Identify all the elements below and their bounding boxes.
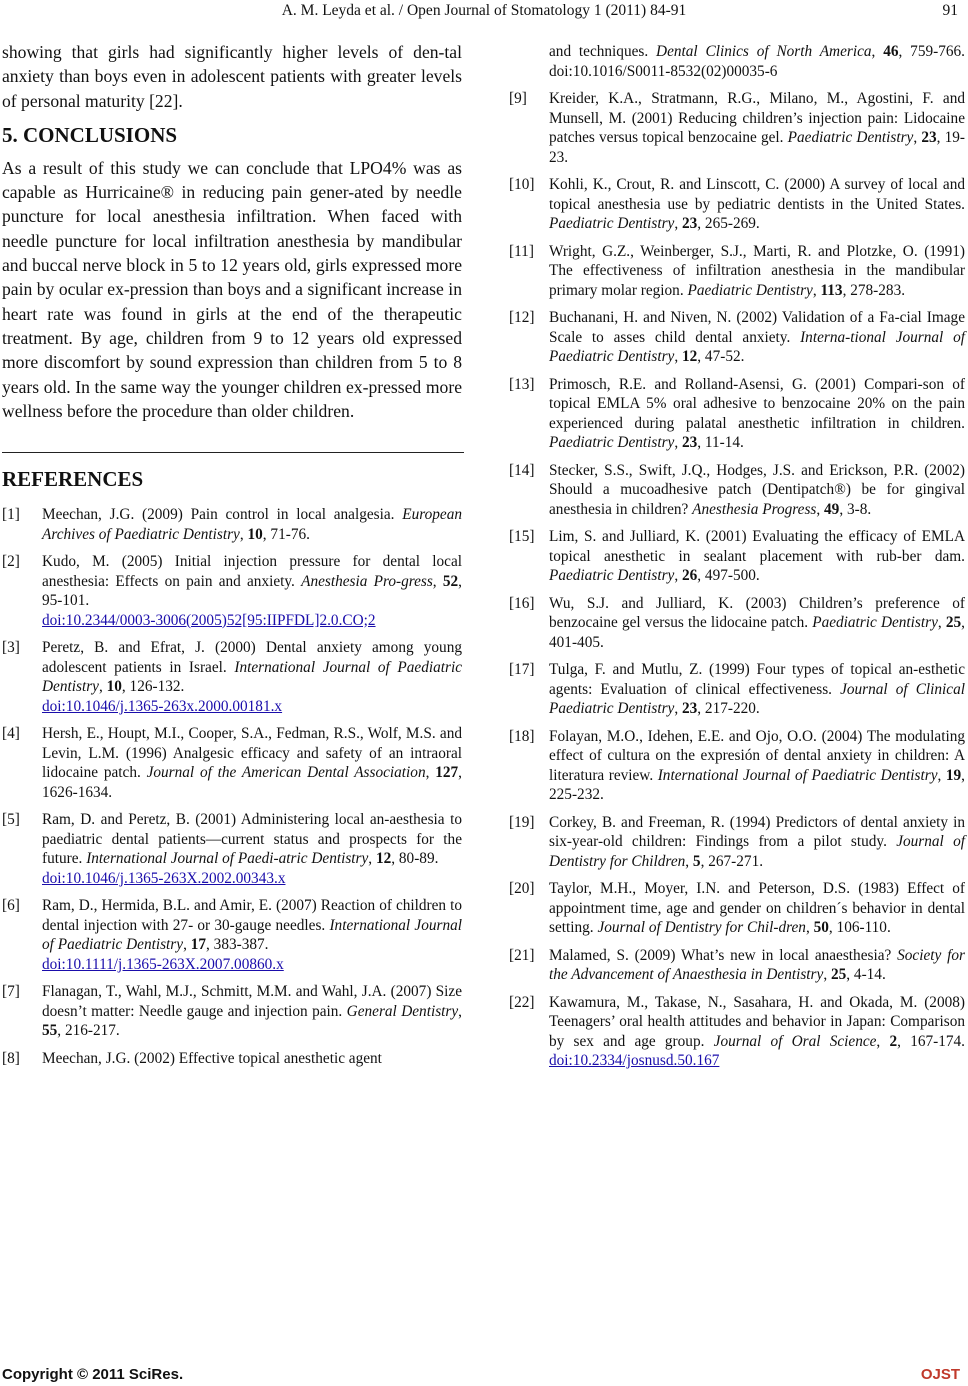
ref-pages: , 4-14. — [846, 966, 886, 983]
page-number: 91 — [942, 2, 958, 19]
ref-pages: , 3-8. — [839, 500, 872, 518]
conclusions-heading: 5. CONCLUSIONS — [2, 122, 178, 147]
ref-pages: , 47-52. — [697, 348, 745, 365]
reference-number: [6] — [2, 897, 20, 915]
section-divider — [2, 452, 464, 453]
reference-item — [2, 1049, 462, 1069]
reference-number: [14] — [509, 461, 535, 479]
reference-text: Kreider, K.A., Stratmann, R.G., Milano, M., Agostini, F. and Munsell, M. (2001) Reducing children’s injection pain: Lidocaine patches versus topical benzocaine gel. Paediatric Dentistry, 23, 19-23. — [549, 90, 965, 166]
reference-text: Stecker, S.S., Swift, J.Q., Hodges, J.S. and Erickson, P.R. (2002) Should a mucoadhesive patch (Dentipatch®) be for gingival anesthesia in children? Anesthesia Progress, 49, 3-8. — [549, 461, 965, 518]
ref-authors: Ram, D. and Peretz, B. (2001) Administering local an-aesthesia to paediatric dental patients—current status and prospects for the future. — [42, 811, 462, 868]
ref-pages: , 497-500. — [697, 567, 760, 584]
doi-link[interactable]: doi:10.1016/S0011-8532(02)00035-6 — [549, 62, 778, 80]
reference-text: Wu, S.J. and Julliard, K. (2003) Children’s preference of benzocaine gel versus the lidocaine patch. Paediatric Dentistry, 25, 401-405. — [549, 594, 965, 651]
reference-text: Lim, S. and Julliard, K. (2001) Evaluating the efficacy of EMLA topical anesthetic in sealant placement with rub-ber dam. Paediatric Dentistry, 26, 497-500. — [549, 528, 965, 584]
ref-volume: 23 — [681, 700, 698, 717]
page-footer — [0, 1362, 968, 1386]
reference-text: Kawamura, M., Takase, N., Sasahara, H. and Okada, M. (2008) Teenagers’ oral health attitudes and behavior in Japan: Comparison by sex and age group. Journal of Oral Science, 2, 167-174. doi:10.2334/josnusd.50.167 — [549, 993, 965, 1069]
reference-text: Meechan, J.G. (2009) Pain control in local analgesia. European Archives of Paediatric Dentistry, 10, 71-76. — [42, 506, 462, 543]
reference-number: [12] — [509, 309, 535, 326]
reference-number: [19] — [509, 813, 535, 831]
reference-item — [2, 810, 462, 888]
ref-authors: Meechan, J.G. (2002) Effective topical anesthetic agent — [42, 1049, 382, 1067]
ref-authors: Kohli, K., Crout, R. and Linscott, C. (2000) A survey of local and topical anesthesia use by pediatric dentists in the United States. — [549, 176, 965, 213]
ref-journal: Journal of Oral Science — [713, 1032, 877, 1050]
reference-item — [509, 813, 965, 872]
ref-journal: International Journal of Paediatric Dentistry — [42, 658, 463, 696]
ref-volume: 10 — [106, 678, 122, 696]
ref-journal: Paediatric Dentistry — [549, 215, 675, 232]
ref-authors: Stecker, S.S., Swift, J.Q., Hodges, J.S. and Erickson, P.R. (2002) Should a mucoadhesive patch (Dentipatch®) be for gingival anesthesia in children? — [549, 461, 965, 518]
reference-text: Ram, D., Hermida, B.L. and Amir, E. (2007) Reaction of children to dental injection with 27- or 30-gauge needles. International Journal of Paediatric Dentistry, 17, 383-387. doi:10.1111/j.1365-263X.2007.00860.x — [42, 897, 462, 973]
reference-text: Peretz, B. and Efrat, J. (2000) Dental anxiety among young adolescent patients in Israel. International Journal of Paediatric Dentistry, 10, 126-132. doi:10.1046/j.1365-263x.2000.00181.x — [42, 639, 463, 715]
reference-number: [7] — [2, 983, 20, 1001]
reference-text: Taylor, M.H., Moyer, I.N. and Peterson, D.S. (1983) Effect of appointment time, age and gender on children´s behavior in dental setting. Journal of Dentistry for Chil-dren, 50, 106-110. — [549, 880, 965, 936]
reference-text: Wright, G.Z., Weinberger, S.J., Marti, R. and Plotzke, O. (1991) The effectiveness of infiltration anesthesia in the mandibular primary molar region. Paediatric Dentistry, 113, 278-283. — [549, 242, 965, 299]
ref-volume: 23 — [681, 215, 698, 232]
ref-authors: Wu, S.J. and Julliard, K. (2003) Children’s preference of benzocaine gel versus the lidocaine patch. — [549, 594, 965, 631]
ref-pages: , 106-110. — [828, 919, 891, 936]
reference-number: [11] — [509, 242, 534, 260]
reference-8-continuation: and techniques. Dental Clinics of North America, 46, 759-766. doi:10.1016/S0011-8532(02)00035-6 — [549, 43, 965, 80]
ref-volume: 46 — [883, 43, 899, 60]
reference-item — [2, 724, 462, 802]
ref-pages: , 95-101. — [42, 572, 462, 610]
ref-pages: , 71-76. — [262, 525, 310, 543]
doi-link[interactable]: doi:10.1111/j.1365-263X.2007.00860.x — [42, 955, 284, 973]
ref-volume: 12 — [681, 348, 698, 365]
ref-volume: 55 — [42, 1022, 58, 1040]
ref-authors: Kreider, K.A., Stratmann, R.G., Milano, M., Agostini, F. and Munsell, M. (2001) Reducing children’s injection pain: Lidocaine patches versus topical benzocaine gel. — [549, 90, 965, 146]
ref-authors: Kudo, M. (2005) Initial injection pressure for dental local anesthesia: Effects on pain and anxiety. — [42, 553, 462, 590]
ref-volume: 5 — [692, 852, 701, 870]
left-column — [2, 40, 462, 1076]
reference-item — [509, 946, 965, 985]
ref-pages: , 217-220. — [697, 700, 760, 717]
reference-text: Hersh, E., Houpt, M.I., Cooper, S.A., Fedman, R.S., Wolf, M.S. and Levin, L.M. (1996) Analgesic efficacy and safety of an intraoral lidocaine patch. Journal of the American Dental Association, 127, 1626-1634. — [42, 725, 462, 801]
reference-number: [16] — [509, 594, 535, 612]
intro-paragraph: showing that girls had significantly higher levels of den-tal anxiety than boys even in adolescent patients with greater levels of personal maturity [22]. — [2, 42, 462, 111]
page-header — [0, 0, 968, 20]
references-heading: REFERENCES — [2, 467, 144, 492]
ref-journal: Dental Clinics of North America — [656, 43, 872, 60]
ref-journal: Society for the Advancement of Anaesthesia in Dentistry — [549, 946, 965, 983]
ref-pages: , 1626-1634. — [42, 764, 462, 801]
ref-pages: , 759-766. — [898, 43, 965, 60]
doi-link[interactable]: doi:10.2344/0003-3006(2005)52[95:IIPFDL]2.0.CO;2 — [42, 611, 376, 629]
ref-pages: , 19-23. — [549, 129, 965, 166]
ref-volume: 23 — [921, 129, 937, 146]
ref-journal: Paediatric Dentistry — [549, 567, 675, 584]
ref-volume: 113 — [820, 281, 843, 299]
ref-pages: , 278-283. — [842, 281, 906, 299]
ref-authors: Wright, G.Z., Weinberger, S.J., Marti, R. and Plotzke, O. (1991) The effectiveness of infiltration anesthesia in the mandibular primary molar region. — [549, 242, 965, 299]
reference-text: Malamed, S. (2009) What’s new in local anaesthesia? Society for the Advancement of Anaesthesia in Dentistry, 25, 4-14. — [549, 946, 965, 983]
reference-number: [22] — [509, 993, 535, 1011]
reference-item — [2, 505, 462, 544]
ref-journal: Paediatric Dentistry — [812, 614, 938, 631]
ref-authors: Flanagan, T., Wahl, M.J., Schmitt, M.M. and Wahl, J.A. (2007) Size doesn’t matter: Needle gauge and injection pain. — [42, 983, 462, 1020]
ref-pages: , 267-271. — [700, 852, 764, 870]
reference-number: [5] — [2, 811, 20, 829]
ref-pages: , 225-232. — [549, 766, 965, 803]
ref-pages: , 80-89. — [391, 850, 439, 868]
ref-volume: 52 — [442, 572, 459, 590]
ref-journal: Paediatric Dentistry — [787, 129, 914, 146]
ref-journal: International Journal of Paediatric Dentistry — [42, 916, 462, 954]
reference-item — [509, 527, 965, 586]
ref-journal: International Journal of Paedi-atric Dentistry — [86, 850, 369, 868]
reference-number: [4] — [2, 725, 20, 743]
journal-abbreviation: OJST — [920, 1366, 960, 1383]
ref-journal: Journal of Clinical Paediatric Dentistry — [549, 680, 965, 717]
ref-volume: 23 — [681, 434, 698, 451]
ref-authors: Primosch, R.E. and Rolland-Asensi, G. (2001) Compari-son of topical EMLA 5% oral adhesive to benzocaine 20% on the pain experienced during palatal anesthetic infiltration in children. — [549, 375, 965, 432]
reference-item — [2, 638, 462, 716]
ref-journal: General Dentistry — [346, 1002, 459, 1020]
ref-authors: Corkey, B. and Freeman, R. (1994) Predictors of dental anxiety in six-year-old children: Findings from a pilot study. — [549, 813, 965, 850]
references-list-left — [2, 505, 462, 1068]
reference-item — [509, 89, 965, 167]
reference-number: [13] — [509, 375, 535, 393]
references-list-right — [509, 89, 965, 1071]
ref-journal: Interna-tional Journal of Paediatric Dentistry — [549, 328, 965, 365]
ref-volume: 10 — [247, 525, 263, 543]
reference-text — [42, 1049, 462, 1069]
reference-number: [3] — [2, 639, 20, 657]
ref-authors: Peretz, B. and Efrat, J. (2000) Dental anxiety among young adolescent patients in Israel. — [42, 639, 462, 676]
reference-number: [9] — [509, 90, 527, 107]
ref-volume: 2 — [889, 1032, 898, 1050]
reference-text: Kudo, M. (2005) Initial injection pressure for dental local anesthesia: Effects on pain and anxiety. Anesthesia Pro-gress, 52, 95-101. doi:10.2344/0003-3006(2005)52[95:IIPFDL]2.0.CO;2 — [42, 553, 462, 629]
reference-number: [10] — [509, 176, 535, 193]
ref-authors: Buchanani, H. and Niven, N. (2002) Validation of a Fa-cial Image Scale to asses child dental anxiety. — [549, 309, 965, 346]
reference-item — [509, 461, 965, 520]
doi-link[interactable]: doi:10.1046/j.1365-263X.2002.00343.x — [42, 869, 286, 887]
ref-pages: , 383-387. — [206, 936, 269, 954]
conclusions-paragraph: As a result of this study we can conclude that LPO4% was as capable as Hurricaine® in reducing pain gener-ated by needle puncture for local anesthesia infiltration. When faced with needle puncture for local infiltration anesthesia by mandibular and buccal nerve block in 5 to 12 years old, girls expressed more pain by ocular ex-pression than boys and a significant increase in heart rate was found in girls at the end of the therapeutic treatment. By age, children from 9 to 12 years old expressed more discomfort by sound expression than children from 5 to 8 years old. In the same way the younger children ex-pressed more wellness before the procedure than older children. — [2, 157, 462, 421]
running-title: A. M. Leyda et al. / Open Journal of Stomatology 1 (2011) 84-91 — [281, 2, 687, 19]
ref-volume: 25 — [945, 614, 962, 631]
reference-item — [509, 993, 965, 1071]
ref-authors: Tulga, F. and Mutlu, Z. (1999) Four types of topical an-esthetic agents: Evaluation of clinical effectiveness. — [549, 661, 965, 698]
ref-authors: Meechan, J.G. (2009) Pain control in local analgesia. — [42, 506, 403, 524]
right-column — [509, 40, 965, 1079]
ref-pages: , 401-405. — [549, 614, 965, 651]
reference-number: [1] — [2, 506, 20, 524]
reference-number: [21] — [509, 946, 535, 964]
reference-number: [18] — [509, 727, 535, 745]
ref-authors: Malamed, S. (2009) What’s new in local anaesthesia? — [549, 946, 898, 964]
reference-text: Primosch, R.E. and Rolland-Asensi, G. (2001) Compari-son of topical EMLA 5% oral adhesive to benzocaine 20% on the pain experienced during palatal anesthetic infiltration in children. Paediatric Dentistry, 23, 11-14. — [549, 375, 965, 451]
reference-item — [509, 727, 965, 805]
ref-journal: Journal of the American Dental Association — [146, 764, 426, 782]
ref-volume: 50 — [813, 919, 829, 936]
reference-item — [509, 242, 965, 301]
reference-text: Ram, D. and Peretz, B. (2001) Administering local an-aesthesia to paediatric dental patients—current status and prospects for the future. International Journal of Paedi-atric Dentistry, 12, 80-89. doi:10.1046/j.1365-263X.2002.00343.x — [42, 811, 462, 887]
doi-link[interactable]: doi:10.1046/j.1365-263x.2000.00181.x — [42, 697, 283, 715]
ref-pages: , 11-14. — [697, 434, 744, 451]
reference-number: [2] — [2, 553, 20, 571]
reference-text: Folayan, M.O., Idehen, E.E. and Ojo, O.O. (2004) The modulating effect of cultura on the expresión of dental anxiety in children: A literatura review. International Journal of Paediatric Dentistry, 19, 225-232. — [549, 727, 965, 803]
reference-item — [2, 552, 462, 630]
ref-journal: Anesthesia Pro-gress — [301, 572, 433, 590]
ref-pages: , 265-269. — [697, 215, 760, 232]
reference-item — [509, 594, 965, 653]
ref-authors: Lim, S. and Julliard, K. (2001) Evaluating the efficacy of EMLA topical anesthetic in sealant placement with rub-ber dam. — [549, 528, 965, 565]
ref-authors: Hersh, E., Houpt, M.I., Cooper, S.A., Fedman, R.S., Wolf, M.S. and Levin, L.M. (1996) Analgesic efficacy and safety of an intraoral lidocaine patch. — [42, 725, 462, 782]
reference-item — [509, 375, 965, 453]
ref-volume: 25 — [830, 966, 847, 983]
reference-item — [509, 660, 965, 719]
ref-volume: 12 — [375, 850, 392, 868]
ref-volume: 19 — [945, 766, 962, 784]
ref-authors: and techniques. — [549, 43, 657, 60]
reference-item — [509, 308, 965, 367]
ref-authors: Taylor, M.H., Moyer, I.N. and Peterson, D.S. (1983) Effect of appointment time, age and gender on children´s behavior in dental setting. — [549, 880, 965, 936]
ref-volume: 127 — [435, 764, 459, 782]
reference-item — [509, 175, 965, 234]
reference-item — [2, 982, 462, 1041]
ref-volume: 26 — [681, 567, 698, 584]
ref-journal: Journal of Dentistry for Children — [549, 833, 966, 870]
ref-authors: Kawamura, M., Takase, N., Sasahara, H. and Okada, M. (2008) Teenagers’ oral health attitudes and behavior in Japan: Comparison by sex and age group. — [549, 993, 965, 1050]
ref-authors: Ram, D., Hermida, B.L. and Amir, E. (2007) Reaction of children to dental injection with 27- or 30-gauge needles. — [42, 897, 462, 934]
doi-link[interactable]: doi:10.2334/josnusd.50.167 — [549, 1052, 720, 1069]
reference-item — [2, 896, 462, 974]
reference-text: Kohli, K., Crout, R. and Linscott, C. (2000) A survey of local and topical anesthesia use by pediatric dentists in the United States. Paediatric Dentistry, 23, 265-269. — [549, 176, 965, 232]
ref-journal: Paediatric Dentistry — [549, 434, 675, 451]
copyright-notice: Copyright © 2011 SciRes. — [2, 1366, 184, 1383]
ref-pages: , 126-132. — [121, 678, 185, 696]
ref-journal: Journal of Dentistry for Chil-dren — [597, 919, 806, 936]
ref-journal: International Journal of Paediatric Dentistry — [657, 766, 938, 784]
reference-item — [509, 879, 965, 938]
ref-journal: Paediatric Dentistry — [687, 281, 813, 299]
reference-text: Corkey, B. and Freeman, R. (1994) Predictors of dental anxiety in six-year-old children: Findings from a pilot study. Journal of Dentistry for Children, 5, 267-271. — [549, 813, 966, 870]
ref-authors: Folayan, M.O., Idehen, E.E. and Ojo, O.O. (2004) The modulating effect of cultura on the expresión of dental anxiety in children: A literatura review. — [549, 727, 965, 784]
ref-volume: 49 — [824, 500, 840, 518]
ref-journal: Anesthesia Progress — [692, 500, 817, 518]
reference-text: Buchanani, H. and Niven, N. (2002) Validation of a Fa-cial Image Scale to asses child dental anxiety. Interna-tional Journal of Paediatric Dentistry, 12, 47-52. — [549, 309, 965, 365]
ref-journal: European Archives of Paediatric Dentistry — [42, 506, 462, 543]
reference-number: [17] — [509, 661, 535, 678]
reference-number: [20] — [509, 880, 535, 897]
ref-volume: 17 — [190, 936, 207, 954]
ref-pages: , 167-174. — [897, 1032, 965, 1050]
reference-number: [8] — [2, 1049, 20, 1067]
reference-text: Flanagan, T., Wahl, M.J., Schmitt, M.M. and Wahl, J.A. (2007) Size doesn’t matter: Needle gauge and injection pain. General Dentistry, 55, 216-217. — [42, 983, 462, 1040]
ref-pages: , 216-217. — [57, 1022, 120, 1040]
reference-text: Tulga, F. and Mutlu, Z. (1999) Four types of topical an-esthetic agents: Evaluation of clinical effectiveness. Journal of Clinical Paediatric Dentistry, 23, 217-220. — [549, 661, 965, 717]
reference-number: [15] — [509, 528, 535, 545]
